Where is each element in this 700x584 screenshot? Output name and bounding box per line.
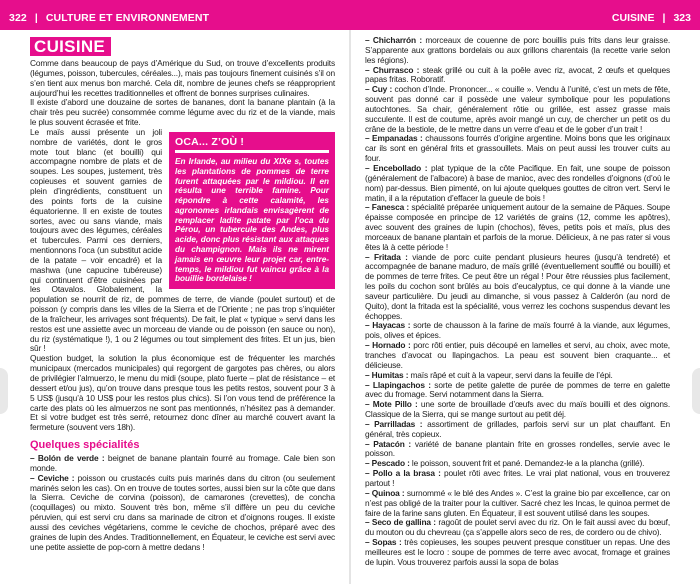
right-page-number: 323 xyxy=(673,12,691,24)
entry-text: plat typique de la côte Pacifique. En fait, une soupe de poisson (généralement de l’albacore) à base de manioc, avec des rondelles d’oignons (d’où le nom) par-dessus. Bien pimenté, on lui ajoute quelques gouttes de citron vert. Servi le matin, il a la réputation d’effacer la gueule de bois ! xyxy=(365,162,670,203)
entry-empanadas xyxy=(365,134,670,164)
entry-term: – Pollo a la brasa : xyxy=(365,468,441,479)
entry-term: – Patacón : xyxy=(365,438,412,449)
entry-text: morceaux de couenne de porc bouillis puis frits dans leur graisse. S’apparente aux grattons bordelais ou aux grillons charentais (la recette varie selon les régions). xyxy=(365,35,670,65)
entry-text: spécialité préparée uniquement autour de la semaine de Pâques. Soupe épaisse composée en principe de 12 variétés de grains (12, comme les apôtres), avec souvent des graines de lupin (chochos), fèves, petits pois et maïs, plus des morceaux de banane plantain et parfois de la morue. Délicieux, à ne pas rater si vous êtes là à cette période ! xyxy=(365,202,670,252)
entry-text: chaussons fourrés d’origine argentine. Moins bons que les originaux car ils sont en général frits et grassouillets. Mais on peut aussi les trouver cuits au four. xyxy=(365,133,670,164)
entry-term: – Bolón de verde : xyxy=(30,453,105,464)
entry-text: porc rôti entier, puis découpé en lamelles et servi, au choix, avec mote, tranches d’avocat ou llapingachos. La peau est souvent bien craquante... et délicieuse. xyxy=(365,340,670,370)
entry-quinoa xyxy=(365,489,670,519)
entry-hornado xyxy=(365,341,670,371)
entry-fanesca xyxy=(365,203,670,252)
entry-text: une sorte de brouillade d’œufs avec du maïs bouilli et des oignons. Classique de la Sierra, qui se mange surtout au petit déj. xyxy=(365,399,670,420)
entry-term: – Encebollado : xyxy=(365,162,428,173)
paragraph-budget: Question budget, la solution la plus économique est de fréquenter les marchés municipaux (mercados municipales) qui regorgent de gargotes pas chères, ou alors de privilégier l’almuerzo, le menu du midi (soupe, plato fuerte – plat de résistance – et dessert et/ou jus), qu’on trouve dans presque tous les petits restos, souvent pour 3 à 5 US$ (jusqu’à 10 US$ pour les restos plus chics). Si l’on vous tend de préférence la carte des plats où les almuerzos ne sont pas mentionnés, n’hésitez pas à demander. Et si votre budget est très serré, retournez donc dîner au marché couvert avant la fermeture (souvent vers 18h). xyxy=(30,353,335,433)
entry-text: steak grillé ou cuit à la poêle avec riz, avocat, 2 œufs et quelques papas fritas. Roboratif. xyxy=(365,64,670,85)
entry-text: le poisson, souvent frit et pané. Demandez-le a la plancha (grillé). xyxy=(409,458,645,469)
sidebar-box-text: En Irlande, au milieu du XIXe s, toutes les plantations de pommes de terre furent attaquées par le mildiou. Il en résulta une terrible famine. Pour répondre à cette calamité, les agronomes irlandais envisagèrent de remplacer ladite patate par l’oca du Pérou, un tubercule des Andes, plus acide, donc plus résistant aux attaques du champignon. Mais ils ne mirent jamais en œuvre leur projet car, entre-temps, le mildiou fut vaincu grâce à la bouillie bordelaise ! xyxy=(175,156,329,284)
entry-chicharron xyxy=(365,36,670,66)
entry-ceviche xyxy=(30,474,335,553)
entry-term: – Hornado : xyxy=(365,340,411,351)
entry-term: – Empanadas : xyxy=(365,133,423,144)
entry-bolon xyxy=(30,454,335,474)
entry-text: variété de banane plantain frite en grosses rondelles, servie avec le poisson. xyxy=(365,438,670,459)
entry-encebollado xyxy=(365,164,670,203)
left-running-title: CULTURE ET ENVIRONNEMENT xyxy=(45,12,210,24)
left-page-number: 322 xyxy=(9,12,27,24)
entry-term: – Fritada : xyxy=(365,251,408,262)
entry-parrilladas xyxy=(365,420,670,440)
page-header-bar xyxy=(0,0,700,30)
entry-hayacas xyxy=(365,321,670,341)
subsection-title: Quelques spécialités xyxy=(30,439,140,452)
entry-mote-pillo xyxy=(365,400,670,420)
entry-text: beignet de banane plantain fourré au fromage. Cale bien son monde. xyxy=(30,453,335,473)
entry-term: – Quinoa : xyxy=(365,487,405,498)
entry-term: – Cuy : xyxy=(365,84,393,95)
paragraph-mais-soupes: Le maïs aussi présente un joli nombre de variétés, dont le gros mote tout blanc (et bouilli) qui accompagne nombre de plats et de soupes. Les soupes, justement, très copieuses et souvent garnies de plein d’ingrédients, constituent un des points forts de la cuisine équatorienne. Il en existe de toutes sortes, avec ou sans viande, mais toujours avec des légumes, céréales et tubercules. Parmi ces derniers, mentionnons l’oca (un substitut acide de la patate – voir encadré) et la mashwa (une capucine tubéreuse) qui continuent d’être cuisinées par les Otavalos. Globalement, la population se nourrit de riz, de pommes de terre, de viande (poulet surtout) et de poisson (y compris dans les villes de la Sierra et de l’Oriente ; ne pas trop s’inquiéter de la fraîcheur, les arrivages sont fréquents). De fait, le plat « typique » servi dans les restos est une assiette avec un morceau de viande ou de poisson (en sauce ou non), du riz (systématique !), 1 ou 2 légumes ou tout simplement des frites. Et un jus, bien sûr ! xyxy=(30,126,335,354)
entry-term: – Pescado : xyxy=(365,458,410,469)
entry-term: – Fanesca : xyxy=(365,202,410,213)
right-running-title: CUISINE xyxy=(611,12,655,24)
entry-llapingachos xyxy=(365,381,670,401)
entry-term: – Seco de gallina : xyxy=(365,517,436,528)
entry-text: poulet rôti avec frites. Le vrai plat national, vous en trouverez partout ! xyxy=(365,468,670,488)
entry-term: – Sopas : xyxy=(365,537,402,548)
entry-term: – Llapingachos : xyxy=(365,379,431,390)
book-spine xyxy=(349,30,351,584)
entry-patacon xyxy=(365,440,670,460)
left-page-tab xyxy=(0,368,8,414)
entry-term: – Churrasco : xyxy=(365,64,420,75)
left-page-header xyxy=(9,12,209,24)
entry-pollo-a-la-brasa xyxy=(365,469,670,489)
entry-term: – Hayacas : xyxy=(365,320,411,331)
paragraph-bananas: Il existe d’abord une douzaine de sortes de bananes, dont la banane plantain (à la chair très peu sucrée) consommée comme légume avec du riz et de la viande, mais le plus souvent écrasée et frite. xyxy=(30,97,335,128)
header-divider: | xyxy=(34,12,38,24)
intro-paragraph: Comme dans beaucoup de pays d’Amérique du Sud, on trouve d’excellents produits (légumes, poisson, tubercules, céréales...), mais pas toujours finement cuisinés s’il on s’en tient aux menus bon marché. Cela dit, nombre de jeunes chefs se réapproprient aujourd’hui les recettes traditionnelles et offrent de bonnes surprises culinaires. xyxy=(30,58,335,98)
entry-text: ragoût de poulet servi avec du riz. On le fait aussi avec du bœuf, du mouton ou du chevreau (ça s’appelle alors seco de res, de cordero ou de chivo). xyxy=(365,517,671,538)
sidebar-box-title: OCA... Z’OÙ ! xyxy=(175,136,329,153)
entry-churrasco xyxy=(365,66,670,86)
section-title: CUISINE xyxy=(30,37,111,56)
left-page-column xyxy=(30,36,335,553)
entry-sopas xyxy=(365,538,670,568)
entry-fritada xyxy=(365,253,670,322)
right-page-header xyxy=(612,12,691,24)
entry-text: viande de porc cuite pendant plusieurs heures (jusqu’à tendreté) et accompagnée de banane maduro, de maïs grillé (éventuellement soufflé ou bouilli) et de pommes de terre frites. Ce peut être un régal ! Pour être réussies plus facilement, les poils du cochon sont brûlés au bois d’eucalyptus, ce qui donne à la viande une saveur particulière. Du jeudi au dimanche, si vous passez à Calderón (au nord de Quito), dont la fritada est la spécialité, vous verrez les cochons suspendus devant les échoppes. xyxy=(365,251,670,321)
entry-term: – Humitas : xyxy=(365,369,409,380)
right-page-tab xyxy=(692,368,700,414)
entry-term: – Chicharrón : xyxy=(365,35,422,45)
entry-cuy xyxy=(365,85,670,134)
entry-text: très copieuses, les soupes peuvent presque constituer un repas. Une des meilleures est le locro : soupe de pommes de terre avec avocat, fromage et graines de lupin. Vous trouverez parfois aussi la sopa de bolas xyxy=(365,537,670,567)
header-divider: | xyxy=(662,12,666,24)
entry-term: – Mote Pillo : xyxy=(365,399,418,410)
entry-term: – Ceviche : xyxy=(30,472,75,483)
entry-term: – Parrilladas : xyxy=(365,418,423,429)
right-page-column xyxy=(365,36,670,568)
entry-text: surnommé « le blé des Andes ». C’est la graine bio par excellence, car on n’est pas obligé de la traiter pour la cultiver. Sacré chez les Incas, le quinoa permet de faire de la farine sans gluten. En Équateur, il est souvent utilisé dans les soupes. xyxy=(365,487,670,518)
entry-text: maïs râpé et cuit à la vapeur, servi dans la feuille de l’épi. xyxy=(408,369,613,380)
entry-text: sorte de petite galette de purée de pommes de terre en galette avec du fromage. Servi notamment dans la Sierra. xyxy=(365,379,671,400)
entry-text: assortiment de grillades, parfois servi sur un plat chauffant. En général, très copieux. xyxy=(365,418,670,439)
entry-text: cochon d’Inde. Prononcer... « couille ». Vendu à l’unité, c’est un mets de fête, souvent pas donné car il possède une valeur symbolique pour les populations autochtones. Sa chair, généralement rôtie ou grillée, est assez grasse mais succulente. Il est de coutume, après avoir mangé un cuy, de chercher un petit os du crâne de la bestiole, de le mettre dans un verre d’eau et de le gober d’un trait ! xyxy=(365,84,670,134)
entry-seco-de-gallina xyxy=(365,518,670,538)
sidebar-box-oca xyxy=(169,132,335,289)
entry-text: sorte de chausson à la farine de maïs fourré à la viande, aux légumes, pois, olives et épices. xyxy=(365,320,670,341)
entry-text: poisson ou crustacés cuits puis marinés dans du citron (ou seulement marinés selon les cas). On en trouve de toutes sortes, aussi bien sur la côte que dans la Sierra. Ceviche de corvina (poisson), de camarones (crevettes), de concha (coquillages) ou mixto. Souvent très bon, même s’il diffère un peu du ceviche péruvien, qui est servi cru dans sa marinade de citron et d’oignons rouges. Il existe aussi des ceviches végétariens, comme le ceviche de chochos, préparé avec des graines de lupin des Andes. Traditionnellement, en Équateur, le ceviche est servi avec une petite assiette de pop-corn à mettre dedans ! xyxy=(30,472,335,552)
